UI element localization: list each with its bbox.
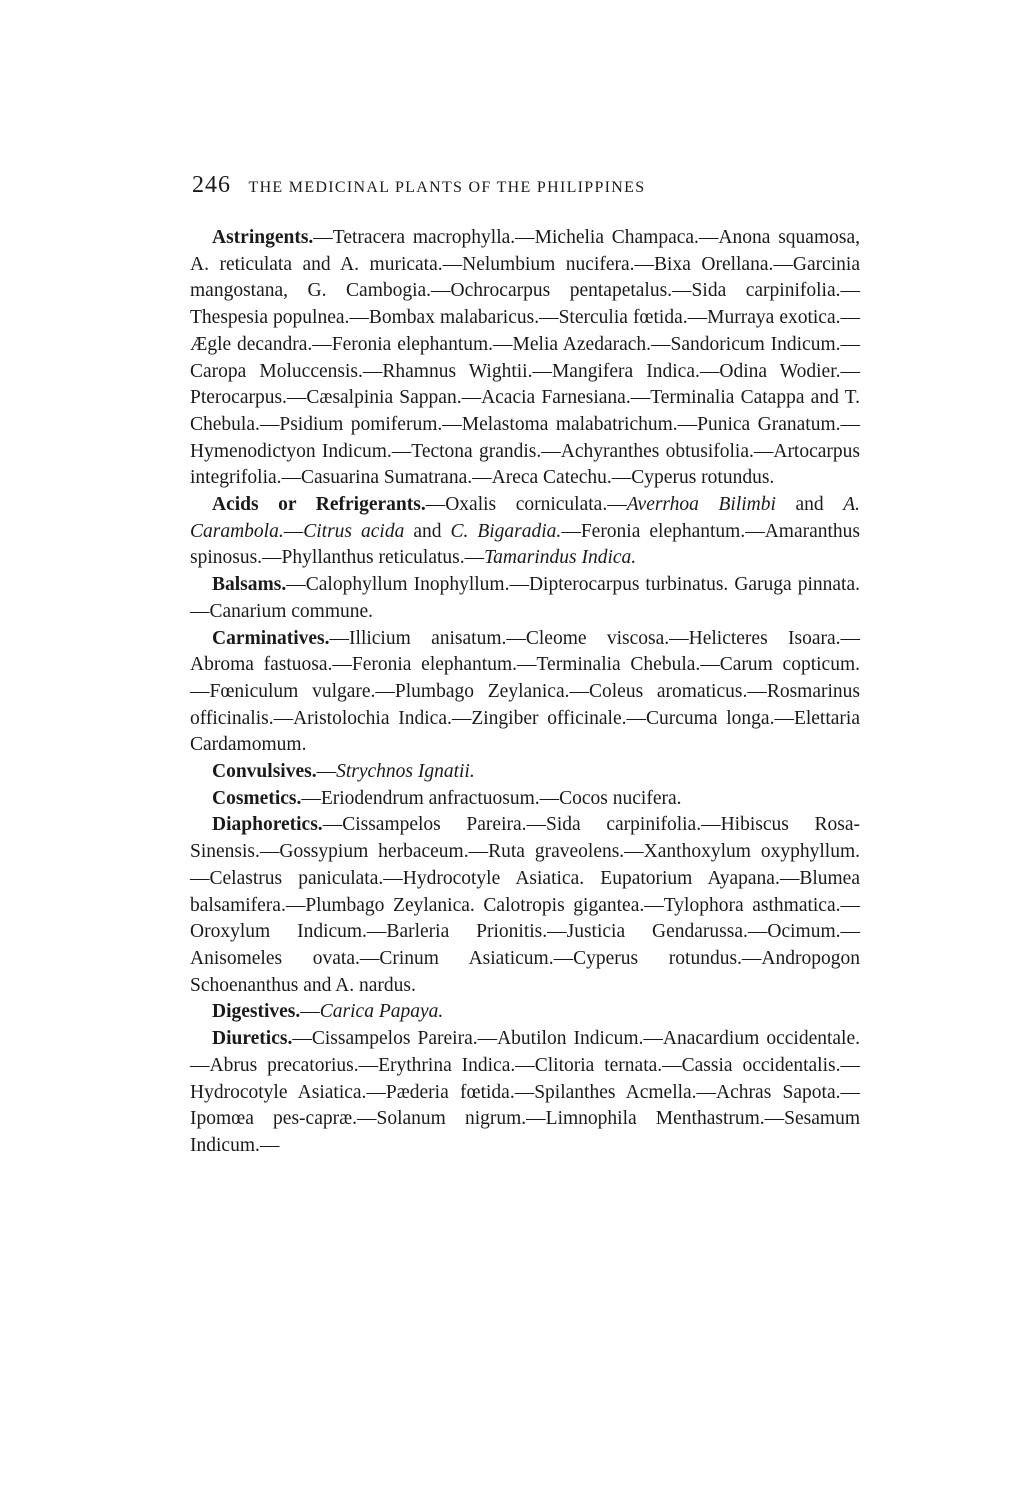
entry-balsams xyxy=(190,572,860,625)
running-header xyxy=(192,172,872,199)
entry-text: —Tetracera macrophylla.—Michelia Champaca.—Anona squamosa, A. reticulata and A. muricata.—Nelumbium nucifera.—Bixa Orellana.—Garcinia mangostana, G. Cambogia.—Ochrocarpus pentapetalus.—Sida carpinifolia.—Thespesia populnea.—Bombax malabaricus.—Sterculia fœtida.—Murraya exotica.—Ægle decandra.—Feronia elephantum.—Melia Azedarach.—Sandoricum Indicum.—Caropa Moluccensis.—Rhamnus Wightii.—Mangifera Indica.—Odina Wodier.—Pterocarpus.—Cæsalpinia Sappan.—Acacia Farnesiana.—Terminalia Catappa and T. Chebula.—Psidium pomiferum.—Melastoma malabatrichum.—Punica Granatum.—Hymenodictyon Indicum.—Tectona grandis.—Achyranthes obtusifolia.—Artocarpus integrifolia.—Casuarina Sumatrana.—Areca Catechu.—Cyperus rotundus. xyxy=(190,227,860,489)
entry-text: and xyxy=(404,520,451,542)
entry-term: Diuretics. xyxy=(212,1028,293,1050)
page-number: 246 xyxy=(192,172,231,198)
entry-term: Digestives. xyxy=(212,1001,301,1023)
entry-text: —Illicium anisatum.—Cleome viscosa.—Helicteres Isoara.—Abroma fastuosa.—Feronia elephantum.—Terminalia Chebula.—Carum copticum.—Fœniculum vulgare.—Plumbago Zeylanica.—Coleus aromaticus.—Rosmarinus officinalis.—Aristolochia Indica.—Zingiber officinale.—Curcuma longa.—Elettaria Cardamomum. xyxy=(190,627,860,756)
entry-carminatives xyxy=(190,626,860,760)
entry-term: Astringents. xyxy=(212,227,314,248)
entry-text-italic: Tamarindus Indica. xyxy=(484,547,637,569)
entry-text-italic: Averrhoa Bilimbi xyxy=(626,494,776,516)
entry-digestives xyxy=(190,999,860,1026)
entry-text-italic: Citrus acida xyxy=(303,520,405,542)
running-title: THE MEDICINAL PLANTS OF THE PHILIPPINES xyxy=(248,179,646,196)
entry-text: — xyxy=(316,761,337,783)
entry-text: —Oxalis corniculata.— xyxy=(425,494,627,516)
entry-text: —Cissampelos Pareira.—Sida carpinifolia.—Hibiscus Rosa-Sinensis.—Gossypium herbaceum.—Ruta graveolens.—Xanthoxylum oxyphyllum.—Celastrus paniculata.—Hydrocotyle Asiatica. Eupatorium Ayapana.—Blumea balsamifera.—Plumbago Zeylanica. Calotropis gigantea.—Tylophora asthmatica.—Oroxylum Indicum.—Barleria Prionitis.—Justicia Gendarussa.—Ocimum.—Anisomeles ovata.—Crinum Asiaticum.—Cyperus rotundus.—Andropogon Schoenanthus and A. nardus. xyxy=(190,814,860,996)
entry-text-italic: A. Carambola. xyxy=(190,494,861,542)
entry-text: and xyxy=(775,494,844,516)
entry-text-italic: Carica Papaya. xyxy=(319,1001,444,1023)
entry-text-italic: Strychnos Ignatii. xyxy=(336,761,475,783)
entry-term: Diaphoretics. xyxy=(212,814,323,836)
entry-acids-or-refrigerants xyxy=(190,492,860,572)
entries-list xyxy=(190,225,860,1160)
entry-text: —Feronia elephantum.—Amaranthus spinosus.—Phyllanthus reticulatus.— xyxy=(190,520,861,569)
entry-astringents xyxy=(190,225,860,492)
entry-text-italic: C. Bigaradia. xyxy=(450,520,562,542)
entry-text: —Eriodendrum anfractuosum.—Cocos nucifera. xyxy=(301,787,682,809)
entry-term: Balsams. xyxy=(212,574,287,596)
entry-diuretics xyxy=(190,1026,860,1160)
entry-cosmetics xyxy=(190,786,860,813)
entry-diaphoretics xyxy=(190,812,860,999)
entry-convulsives xyxy=(190,759,860,786)
entry-text: —Calophyllum Inophyllum.—Dipterocarpus turbinatus. Garuga pinnata.—Canarium commune. xyxy=(190,574,860,622)
entry-text: —Cissampelos Pareira.—Abutilon Indicum.—Anacardium occidentale.—Abrus precatorius.—Erythrina Indica.—Clitoria ternata.—Cassia occidentalis.—Hydrocotyle Asiatica.—Pæderia fœtida.—Spilanthes Acmella.—Achras Sapota.—Ipomœa pes-capræ.—Solanum nigrum.—Limnophila Menthastrum.—Sesamum Indicum.— xyxy=(190,1028,860,1156)
entry-text: — xyxy=(300,1001,320,1023)
entry-text: — xyxy=(283,520,304,542)
entry-term: Acids or Refrigerants. xyxy=(212,494,426,516)
entry-term: Cosmetics. xyxy=(212,787,302,809)
entry-term: Convulsives. xyxy=(212,761,317,783)
entry-term: Carminatives. xyxy=(212,627,330,649)
